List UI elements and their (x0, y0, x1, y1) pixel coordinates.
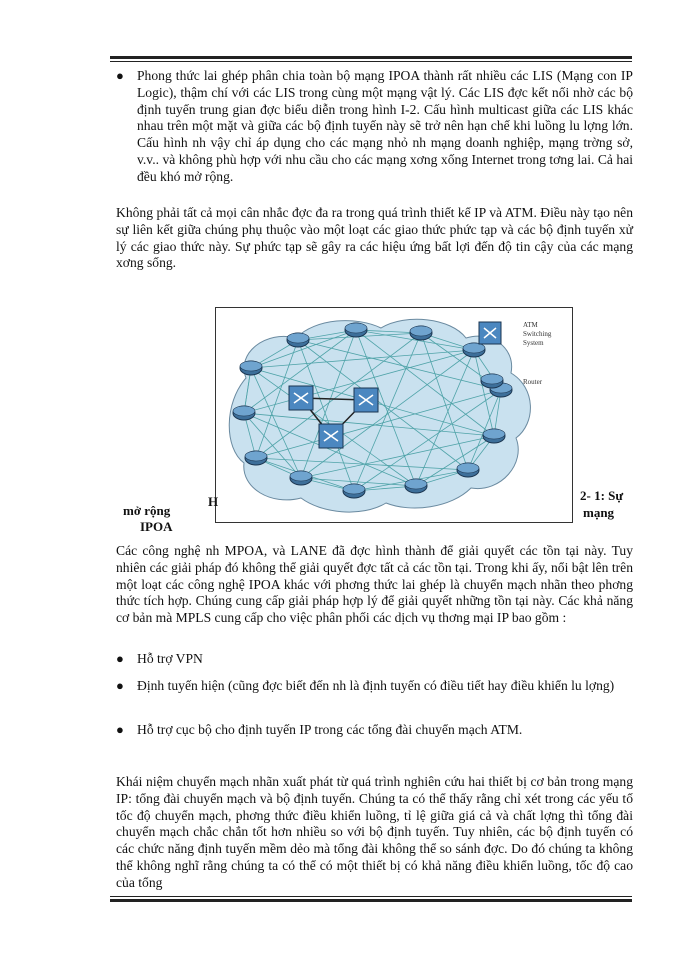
router-icon-top (483, 429, 505, 439)
legend-atm-label: Switching (523, 330, 552, 338)
router-icon-top (233, 406, 255, 416)
router-icon-top (343, 484, 365, 494)
paragraph-design-considerations: Không phải tất cả mọi cân nhắc đợc đa ra trong quá trình thiết kế IP và ATM. Điều này tạo nên sự liên kết giữa chúng phụ thuộc vào một loạt các giao thức phức tạp và các bộ định tuyến xử lý các giao thức này. Sự phức tạp sẽ gây ra các hiệu ứng bất lợi đến độ tin cậy của các mạng xơng sống. (116, 205, 633, 271)
caption-word-expansion: mở rộng (123, 503, 171, 518)
legend-atm-label: ATM (523, 321, 538, 329)
caption-figure-number: 2- 1: Sự (580, 488, 624, 503)
paragraph-label-switching: Khái niệm chuyển mạch nhãn xuất phát từ quá trình nghiên cứu hai thiết bị cơ bản trong mạng IP: tổng đài chuyển mạch và bộ định tuyến. Chúng ta có thể thấy rằng chỉ xét trong các yếu tố tốc độ chuyển mạch, phơng thức điều khiển luồng, tỉ lệ giữa giá cả và chất lợng thì tổng đài chuyển mạch chắc chắn tốt hơn nhiều so với bộ định tuyến. Tuy nhiên, các bộ định tuyến có các chức năng định tuyến mềm dẻo mà tổng đài không thể so sánh đợc. Do đó chúng ta không thể không nghĩ rằng chúng ta có thể có một thiết bị có khả năng điều khiển luồng, tốc độ cao của tổng (116, 774, 633, 890)
router-icon-top (405, 479, 427, 489)
router-icon-top (457, 463, 479, 473)
router-icon-top (240, 361, 262, 371)
bullet-marker: ● (116, 651, 124, 666)
list-item-explicit-routing: Định tuyến hiện (cũng đợc biết đến nh là định tuyến có điều tiết hay điều khiển lu lợng) (137, 678, 615, 693)
bullet-marker: ● (116, 678, 124, 693)
router-icon-top (290, 471, 312, 481)
bullet-marker: ● (116, 68, 124, 83)
caption-word-ipoa: IPOA (140, 519, 173, 534)
bullet-paragraph-lis: Phong thức lai ghép phân chia toàn bộ mạng IPOA thành rất nhiều các LIS (Mạng con IP Logic), thậm chí với các LIS trong cùng một mạng vật lý. Các LIS đợc kết nối nhờ các bộ định tuyến trung gian đợc biểu diễn trong hình I-2. Cấu hình multicast giữa các LIS khác nhau trên một mặt và giữa các bộ định tuyến này sẽ trở nên hạn chế khi luồng lu lợng lớn. Cấu hình nh vậy chỉ áp dụng cho các mạng nhỏ nh mạng doanh nghiệp, mạng trờng sở, v.v.. và không phù hợp với nhu cầu cho các mạng xơng xống Internet trong tơng lai. Cả hai đều khó mở rộng. (137, 68, 633, 184)
paragraph-mpls-capabilities: Các công nghệ nh MPOA, và LANE đã đợc hình thành để giải quyết các tồn tại này. Tuy nhiên các giải pháp đó không thể giải quyết đợc tất cả các tồn tại. Trong khi ấy, nổi bật lên trên một loạt các công nghệ IPOA khác với phơng thức lai ghép là chuyển mạch nhãn theo phơng thức tích hợp. Chúng cung cấp giải pháp hợp lý để giải quyết những tồn tại này. Các khả năng cơ bản mà MPLS cung cấp cho việc phân phối các dịch vụ thơng mại IP bao gồm : (116, 543, 633, 626)
list-item-atm-support: Hỗ trợ cục bộ cho định tuyến IP trong các tổng đài chuyển mạch ATM. (137, 722, 523, 737)
caption-word-network: mạng (583, 505, 615, 520)
network-figure (215, 307, 573, 523)
legend-router-label: Router (523, 378, 543, 386)
list-item-vpn: Hỗ trợ VPN (137, 651, 203, 666)
router-icon-top (245, 451, 267, 461)
footer-rule (110, 896, 632, 902)
header-rule (110, 56, 632, 62)
router-icon-top (345, 323, 367, 333)
router-icon-top (410, 326, 432, 336)
router-icon-top (287, 333, 309, 343)
legend-atm-label: System (523, 339, 544, 347)
network-diagram (216, 308, 572, 522)
bullet-marker: ● (116, 722, 124, 737)
legend-router-icon-top (481, 374, 503, 384)
caption-fragment-h: H (208, 494, 219, 509)
